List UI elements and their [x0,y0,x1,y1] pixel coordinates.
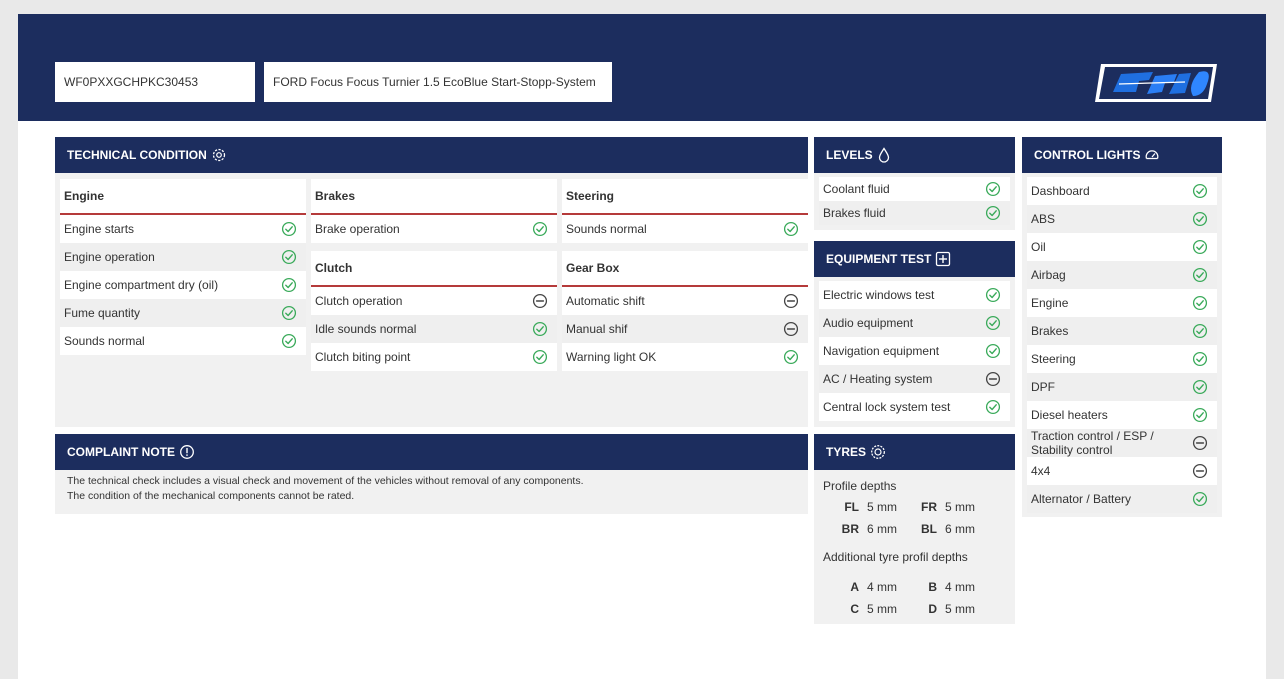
control-light-item: 4x4 [1027,457,1217,485]
not-applicable-icon [532,293,548,309]
control-light-item: Diesel heaters [1027,401,1217,429]
complaint-note-body [55,470,808,514]
control-lights-title: CONTROL LIGHTS [1034,148,1141,162]
tyre-depth-row [823,518,1011,540]
control-light-item: Engine [1027,289,1217,317]
check-ok-icon [1192,267,1208,283]
steering-title: Steering [562,179,808,215]
check-ok-icon [1192,183,1208,199]
check-ok-icon [985,399,1001,415]
control-light-item: Oil [1027,233,1217,261]
gauge-icon [1144,147,1160,163]
check-ok-icon [1192,323,1208,339]
tyres-body [814,470,1015,624]
tyre-value: 6 mm [867,522,897,536]
tyre-value: 4 mm [945,580,975,594]
tyre-value: 5 mm [945,602,975,616]
levels-title: LEVELS [826,148,873,162]
brakes-item: Brake operation [311,215,557,243]
check-ok-icon [532,321,548,337]
complaint-note-header [55,434,808,470]
equipment-test-panel [814,241,1015,427]
engine-item: Fume quantity [60,299,306,327]
tyre-key: FR [921,500,937,514]
control-light-item: Dashboard [1027,177,1217,205]
control-light-item: Airbag [1027,261,1217,289]
equipment-test-body [814,277,1015,427]
tyre-key: A [850,580,859,594]
engine-item: Engine starts [60,215,306,243]
control-light-item: DPF [1027,373,1217,401]
levels-panel [814,137,1015,230]
equipment-item: Navigation equipment [819,337,1010,365]
info-icon [179,444,195,460]
not-applicable-icon [985,371,1001,387]
control-light-item: Steering [1027,345,1217,373]
check-ok-icon [532,349,548,365]
complaint-note-panel [55,434,808,514]
control-lights-panel [1022,137,1222,517]
not-applicable-icon [783,321,799,337]
tyre-value: 5 mm [867,500,897,514]
not-applicable-icon [783,293,799,309]
profile-depths-label: Profile depths [823,479,897,493]
tyre-value: 5 mm [945,500,975,514]
plus-box-icon [935,251,951,267]
tyre-key: D [928,602,937,616]
tyre-value: 4 mm [867,580,897,594]
check-ok-icon [985,343,1001,359]
check-ok-icon [1192,295,1208,311]
check-ok-icon [985,205,1001,221]
control-light-item: Alternator / Battery [1027,485,1217,513]
gearbox-item: Automatic shift [562,287,808,315]
not-applicable-icon [1192,463,1208,479]
check-ok-icon [1192,239,1208,255]
check-ok-icon [1192,491,1208,507]
tyres-header [814,434,1015,470]
gearbox-item: Manual shif [562,315,808,343]
check-ok-icon [985,181,1001,197]
tyre-key: C [850,602,859,616]
check-ok-icon [532,221,548,237]
tyre-depth-row [823,496,1011,518]
clutch-item: Idle sounds normal [311,315,557,343]
check-ok-icon [1192,211,1208,227]
check-ok-icon [1192,351,1208,367]
tyre-key: BL [921,522,937,536]
steering-item: Sounds normal [562,215,808,243]
equipment-item: Central lock system test [819,393,1010,421]
technical-condition-header [55,137,808,173]
levels-body [814,173,1015,230]
check-ok-icon [1192,407,1208,423]
header-bar [18,14,1266,121]
tyres-panel [814,434,1015,624]
engine-title: Engine [60,179,306,215]
tyre-depth-row [823,576,1011,598]
not-applicable-icon [1192,435,1208,451]
tyre-key: FL [844,500,859,514]
check-ok-icon [985,287,1001,303]
engine-item: Engine compartment dry (oil) [60,271,306,299]
control-light-item: ABS [1027,205,1217,233]
levels-item: Coolant fluid [819,177,1010,201]
engine-item: Sounds normal [60,327,306,355]
steering-gearbox-column [562,179,808,371]
control-light-item: Traction control / ESP / Stability control [1027,429,1217,457]
technical-condition-body [55,173,808,427]
technical-condition-title: TECHNICAL CONDITION [67,148,207,162]
check-ok-icon [281,277,297,293]
check-ok-icon [281,333,297,349]
tyre-icon [870,444,886,460]
control-light-item: Brakes [1027,317,1217,345]
clutch-item: Clutch operation [311,287,557,315]
check-ok-icon [281,221,297,237]
brand-logo [1095,62,1219,104]
report-page [18,14,1266,679]
check-ok-icon [1192,379,1208,395]
levels-header [814,137,1015,173]
gearbox-item: Warning light OK [562,343,808,371]
tyre-value: 5 mm [867,602,897,616]
technical-condition-panel [55,137,808,427]
tyre-key: B [928,580,937,594]
vin-field: WF0PXXGCHPKC30453 [55,62,255,102]
clutch-title: Clutch [311,251,557,287]
control-lights-header [1022,137,1222,173]
complaint-note-line: The technical check includes a visual check and movement of the vehicles without removal of any components. [67,475,584,487]
equipment-item: Electric windows test [819,281,1010,309]
brakes-clutch-column [311,179,557,371]
gearbox-title: Gear Box [562,251,808,287]
tyres-title: TYRES [826,445,867,459]
tyre-value: 6 mm [945,522,975,536]
check-ok-icon [281,305,297,321]
additional-depths-label: Additional tyre profil depths [823,550,968,564]
levels-item: Brakes fluid [819,201,1010,225]
complaint-note-line: The condition of the mechanical components cannot be rated. [67,490,355,502]
check-ok-icon [985,315,1001,331]
equipment-test-header [814,241,1015,277]
engine-item: Engine operation [60,243,306,271]
equipment-item: AC / Heating system [819,365,1010,393]
check-ok-icon [281,249,297,265]
control-lights-body [1022,173,1222,517]
gear-icon [211,147,227,163]
tyre-depth-row [823,598,1011,620]
drop-icon [877,147,891,163]
complaint-note-title: COMPLAINT NOTE [67,445,175,459]
check-ok-icon [783,221,799,237]
model-field: FORD Focus Focus Turnier 1.5 EcoBlue Start-Stopp-System [264,62,612,102]
equipment-test-title: EQUIPMENT TEST [826,252,932,266]
tyre-key: BR [841,522,859,536]
clutch-item: Clutch biting point [311,343,557,371]
equipment-item: Audio equipment [819,309,1010,337]
engine-section [60,179,306,355]
brakes-title: Brakes [311,179,557,215]
check-ok-icon [783,349,799,365]
